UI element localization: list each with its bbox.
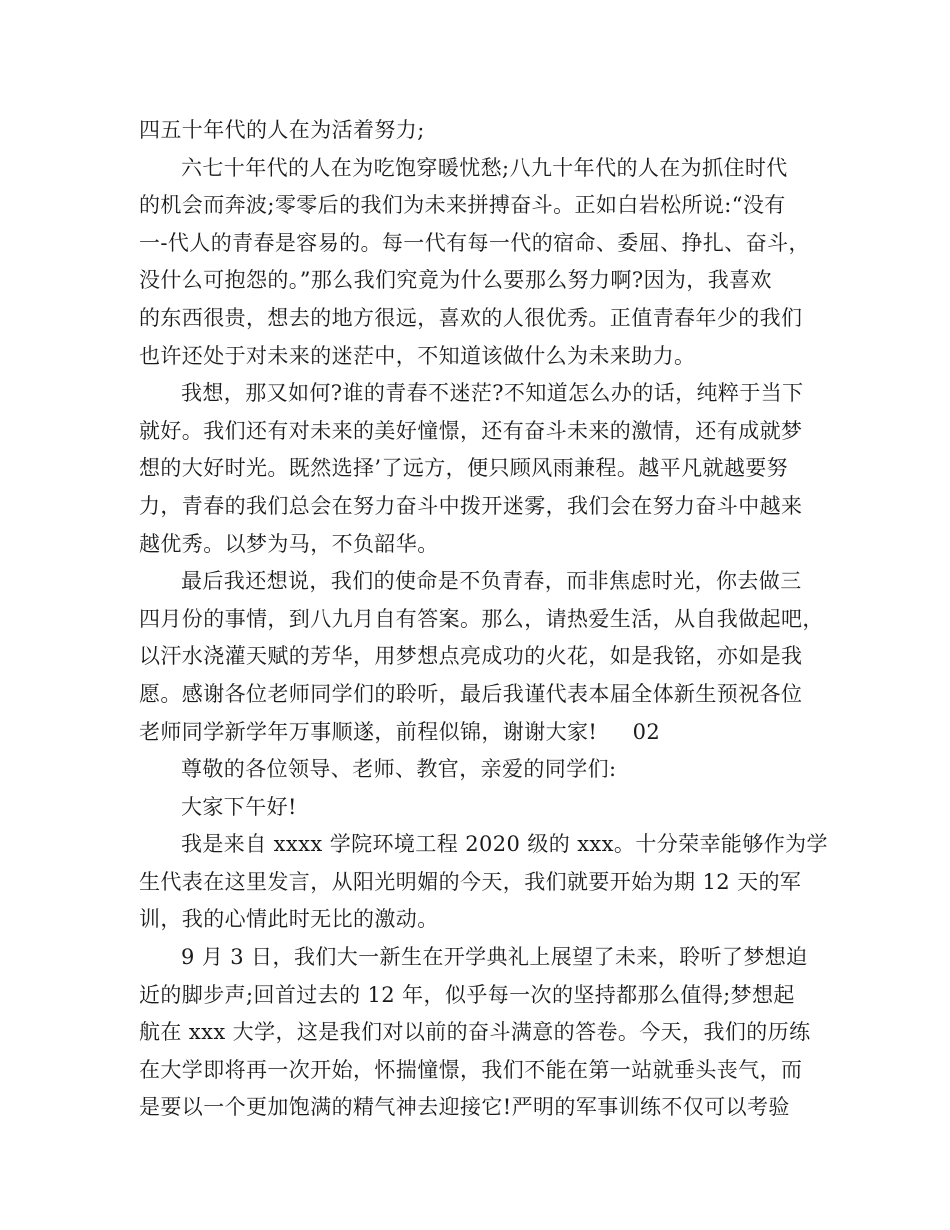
text-line: 力，青春的我们总会在努力奋斗中拨开迷雾，我们会在努力奋斗中越来: [139, 493, 803, 518]
text-line: 航在 xxx 大学，这是我们对以前的奋斗满意的答卷。今天，我们的历练: [139, 1020, 811, 1045]
text-line: 是要以一个更加饱满的精气神去迎接它!严明的军事训练不仅可以考验: [139, 1095, 790, 1120]
text-line: 我想，那又如何?谁的青春不迷茫?不知道怎么办的话，纯粹于当下: [181, 381, 804, 406]
text-line: 9 月 3 日，我们大一新生在开学典礼上展望了未来，聆听了梦想迫: [181, 945, 808, 970]
text-line: 训，我的心情此时无比的激动。: [139, 907, 439, 932]
text-line: 一-代人的青春是容易的。每一代有每一代的宿命、委屈、挣扎、奋斗，: [139, 230, 810, 255]
text-line: 四五十年代的人在为活着努力;: [139, 118, 425, 142]
document-body: [139, 112, 829, 1127]
text-line: 没什么可抱怨的。”那么我们究竟为什么要那么努力啊?因为，我喜欢: [139, 268, 772, 293]
text-line: 愿。感谢各位老师同学们的聆听，最后我谨代表本届全体新生预祝各位: [139, 681, 803, 706]
text-line: 近的脚步声;回首过去的 12 年，似乎每一次的坚持都那么值得;梦想起: [139, 982, 795, 1007]
text-line: 越优秀。以梦为马，不负韶华。: [139, 531, 439, 556]
text-line: 我是来自 xxxx 学院环境工程 2020 级的 xxx。十分荣幸能够作为学: [181, 832, 828, 857]
text-line: 六七十年代的人在为吃饱穿暖忧愁;八九十年代的人在为抓住时代: [181, 155, 788, 180]
text-line: 生代表在这里发言，从阳光明媚的今天，我们就要开始为期 12 天的军: [139, 869, 802, 894]
text-line: 四月份的事情，到八九月自有答案。那么，请热爱生活，从自我做起吧，: [139, 606, 824, 631]
text-line: 的东西很贵，想去的地方很远，喜欢的人很优秀。正值青春年少的我们: [139, 305, 803, 330]
text-line: 也许还处于对未来的迷茫中，不知道该做什么为未来助力。: [139, 343, 696, 368]
text-line: 以汗水浇灌天赋的芳华，用梦想点亮成功的火花，如是我铭，亦如是我: [139, 644, 803, 669]
text-line: 就好。我们还有对未来的美好憧憬，还有奋斗未来的激情，还有成就梦: [139, 418, 803, 443]
text-line: 尊敬的各位领导、老师、教官，亲爱的同学们:: [181, 757, 617, 782]
text-line: 老师同学新学年万事顺遂，前程似锦，谢谢大家! 02: [139, 719, 661, 744]
text-line: 在大学即将再一次开始，怀揣憧憬，我们不能在第一站就垂头丧气，而: [139, 1057, 803, 1082]
text-line: 最后我还想说，我们的使命是不负青春，而非焦虑时光，你去做三: [181, 569, 802, 594]
text-line: 想的大好时光。既然选择’了远方，便只顾风雨兼程。越平凡就越要努: [139, 456, 789, 481]
text-line: 的机会而奔波;零零后的我们为未来拼搏奋斗。正如白岩松所说:“没有: [139, 193, 786, 218]
text-line: 大家下午好!: [181, 794, 297, 819]
